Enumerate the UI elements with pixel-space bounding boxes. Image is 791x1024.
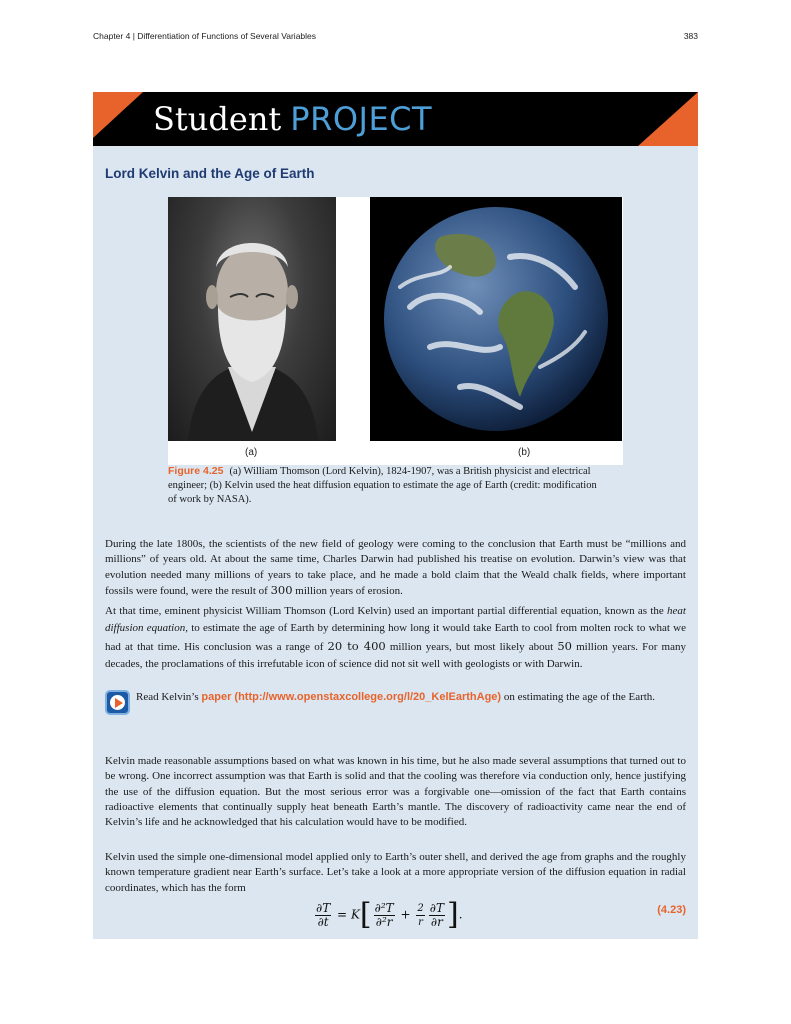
banner-corner-left xyxy=(93,92,143,138)
eq-coef: K xyxy=(350,907,360,922)
value-50: 50 xyxy=(557,638,572,653)
eq-term3-num: ∂T xyxy=(429,900,444,915)
eq-plus: + xyxy=(400,907,411,922)
eq-equals: = xyxy=(337,907,348,922)
earth-globe-image xyxy=(370,197,622,441)
eq-term1-den: ∂²r xyxy=(375,914,393,929)
value-range: 20 to 400 xyxy=(327,638,386,653)
paragraph-2 xyxy=(105,603,686,673)
eq-term3-fraction xyxy=(429,902,445,929)
link-suffix: on estimating the age of the Earth. xyxy=(501,691,656,703)
eq-lhs-num: ∂T xyxy=(316,900,331,915)
value-300: 300 xyxy=(270,582,293,597)
paragraph-3-text: Kelvin made reasonable assumptions based on what was known in his time, but he also made several assumptions that turned out to be wrong. One incorrect assumption was that Earth is solid and that the cooling was therefore via conduction only, hence justifying the use of the diffusion equation. But the most serious error was a forgivable one—omission of the fact that Earth contains radioactive elements that continually supply heat beneath Earth’s mantle. The discovery of radioactivity came near the end of Kelvin’s life and he acknowledged that his calculation would have to be modified. xyxy=(105,755,686,829)
kelvin-portrait-image xyxy=(168,197,336,441)
banner-word-student: Student xyxy=(153,100,282,138)
eq-term2-fraction xyxy=(416,902,424,929)
eq-term1-fraction xyxy=(374,902,395,929)
paragraph-2-text-c: million years, but most likely about xyxy=(385,640,558,653)
eq-term2-den: r xyxy=(418,916,423,928)
heat-diffusion-term: heat diffusion equation, xyxy=(105,605,686,635)
paragraph-1-text-a: During the late 1800s, the scientists of the new field of geology were coming to the conclusion that Earth must be “millions and millions” of years old. At about the same time, Charles Darwin had published his treatise on evolution. Darwin’s view was that evolution needed many millions of years to take place, and he made a bold claim that the Weald chalk fields, where important fossils were found, were the result of xyxy=(105,538,686,597)
link-note-text xyxy=(136,690,684,705)
paragraph-2-text-b: to estimate the age of Earth by determining how long it would take Earth to cool from molten rock to what we had at that time. His conclusion was a range of xyxy=(105,622,687,653)
figure-caption-text: (a) William Thomson (Lord Kelvin), 1824-1907, was a British physicist and electrical engineer; (b) Kelvin used the heat diffusion equation to estimate the age of Earth (credit: modification of work by NASA). xyxy=(168,466,597,505)
student-project-panel xyxy=(93,92,698,939)
diffusion-equation: $\frac{\partial T}{\partial t}$ = K[ $\frac{\text{∂²T}}{\text{∂²r}}$ + $\frac{2}{r}$ $\frac{\partial T}{\partial r}$ ]. xyxy=(316,897,463,932)
figure-box xyxy=(168,197,623,465)
figure-label-b: (b) xyxy=(518,447,531,458)
equation-number: (4.23) xyxy=(657,904,686,916)
section-title: Lord Kelvin and the Age of Earth xyxy=(105,166,315,181)
paragraph-4-text: Kelvin used the simple one-dimensional model applied only to Earth’s outer shell, and derived the age from graphs and the roughly known temperature gradient near Earth’s surface. Let’s take a look at a more appropriate version of the diffusion equation in radial coordinates, which has the form xyxy=(105,851,686,894)
media-link-icon[interactable] xyxy=(105,690,130,715)
eq-term2-num: 2 xyxy=(417,902,424,914)
banner-word-project: PROJECT xyxy=(290,100,433,138)
student-project-banner xyxy=(93,92,698,146)
eq-lhs-fraction xyxy=(315,902,331,929)
figure-label-a: (a) xyxy=(245,447,258,458)
paragraph-4 xyxy=(105,850,686,896)
eq-lhs-den: ∂t xyxy=(317,914,329,929)
eq-term1-num: ∂²T xyxy=(374,900,394,915)
banner-corner-right xyxy=(638,92,698,146)
eq-period: . xyxy=(458,907,463,922)
kelvin-paper-link[interactable]: paper (http://www.openstaxcollege.org/l/20_KelEarthAge) xyxy=(201,691,502,703)
paragraph-2-text-d: million years. For many decades, the proclamations of this irrefutable icon of science did not sit well with geologists or with Darwin. xyxy=(105,640,686,670)
banner-title xyxy=(153,96,432,141)
link-prefix: Read Kelvin’s xyxy=(136,691,202,703)
paragraph-3 xyxy=(105,754,686,830)
paragraph-1-text-b: million years of erosion. xyxy=(292,584,403,597)
figure-number: Figure 4.25 xyxy=(168,465,224,477)
paragraph-1 xyxy=(105,537,686,599)
running-header-chapter: Chapter 4 | Differentiation of Functions of Several Variables xyxy=(93,31,317,41)
figure-caption xyxy=(168,464,608,507)
eq-term3-den: ∂r xyxy=(430,914,443,929)
page-number: 383 xyxy=(683,31,698,41)
paragraph-2-text-a: At that time, eminent physicist William Thomson (Lord Kelvin) used an important partial differential equation, known as the xyxy=(105,605,668,617)
